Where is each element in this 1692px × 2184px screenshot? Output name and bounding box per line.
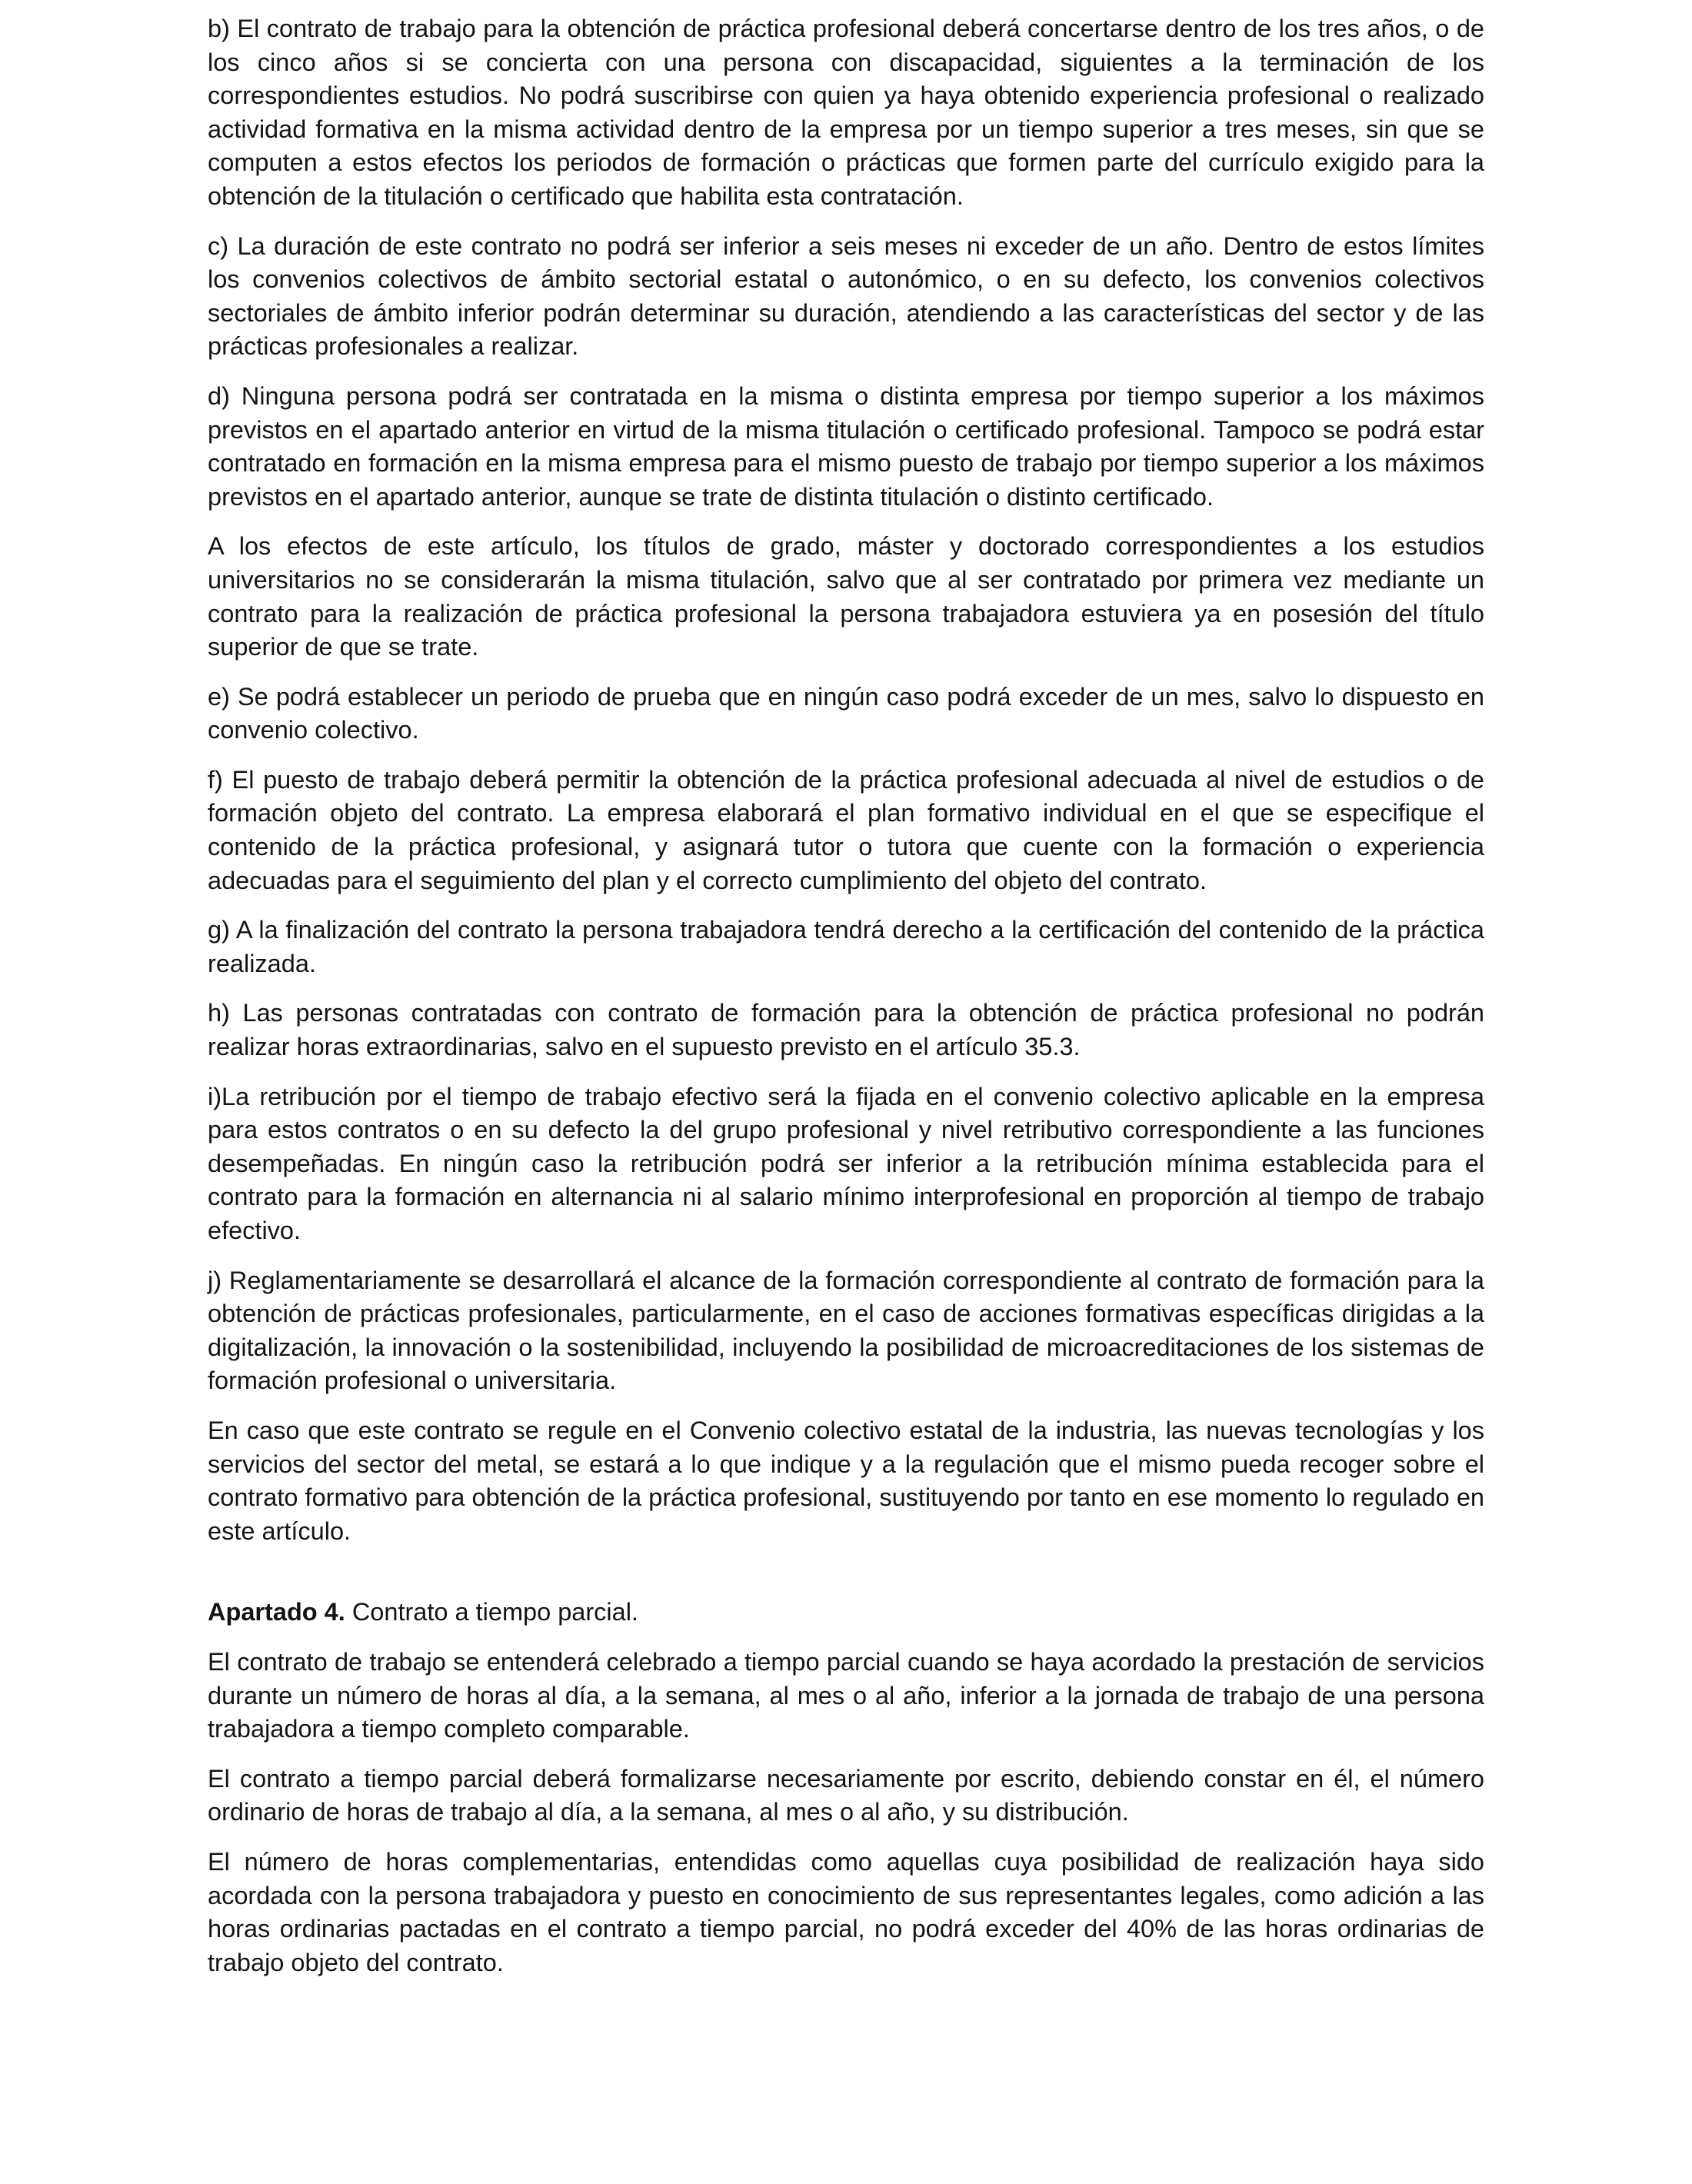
paragraph-f: f) El puesto de trabajo deberá permitir la obtención de la práctica profesional adecuada al nivel de estudios o de formación objeto del contrato. La empresa elaborará el plan formativo individual en el que se especifique el contenido de la práctica profesional, y asignará tutor o tutora que cuente con la formación o experiencia adecuadas para el seguimiento del plan y el correcto cumplimiento del objeto del contrato. bbox=[208, 765, 1484, 894]
document-page bbox=[208, 12, 1484, 1996]
paragraph-j: j) Reglamentariamente se desarrollará el alcance de la formación correspondiente al contrato de formación para la obtención de prácticas profesionales, particularmente, en el caso de acciones formativas específicas dirigidas a la digitalización, la innovación o la sostenibilidad, incluyendo la posibilidad de microacreditaciones de los sistemas de formación profesional o universitaria. bbox=[208, 1266, 1484, 1395]
paragraph-i: i)La retribución por el tiempo de trabajo efectivo será la fijada en el convenio colectivo aplicable en la empresa para estos contratos o en su defecto la del grupo profesional y nivel retributivo correspondiente a las funciones desempeñadas. En ningún caso la retribución podrá ser inferior a la retribución mínima establecida para el contrato para la formación en alternancia ni al salario mínimo interprofesional en proporción al tiempo de trabajo efectivo. bbox=[208, 1082, 1484, 1244]
paragraph-titulos: A los efectos de este artículo, los títulos de grado, máster y doctorado correspondientes a los estudios universitarios no se considerarán la misma titulación, salvo que al ser contratado por primera vez mediante un contrato para la realización de práctica profesional la persona trabajadora estuviera ya en posesión del título superior de que se trate. bbox=[208, 532, 1484, 661]
section-label: Apartado 4. bbox=[208, 1598, 345, 1626]
paragraph-d: d) Ninguna persona podrá ser contratada en la misma o distinta empresa por tiempo superior a los máximos previstos en el apartado anterior en virtud de la misma titulación o certificado profesional. Tampoco se podrá estar contratado en formación en la misma empresa para el mismo puesto de trabajo por tiempo superior a los máximos previstos en el apartado anterior, aunque se trate de distinta titulación o distinto certificado. bbox=[208, 381, 1484, 511]
paragraph-horas-complementarias: El número de horas complementarias, entendidas como aquellas cuya posibilidad de realización haya sido acordada con la persona trabajadora y puesto en conocimiento de sus representantes legales, como adición a las horas ordinarias pactadas en el contrato a tiempo parcial, no podrá exceder del 40% de las horas ordinarias de trabajo objeto del contrato. bbox=[208, 1847, 1484, 1976]
paragraph-tiempo-parcial-definicion: El contrato de trabajo se entenderá celebrado a tiempo parcial cuando se haya acordado la prestación de servicios durante un número de horas al día, a la semana, al mes o al año, inferior a la jornada de trabajo de una persona trabajadora a tiempo completo comparable. bbox=[208, 1647, 1484, 1743]
paragraph-e: e) Se podrá establecer un periodo de prueba que en ningún caso podrá exceder de un mes, salvo lo dispuesto en convenio colectivo. bbox=[208, 682, 1484, 744]
paragraph-b: b) El contrato de trabajo para la obtención de práctica profesional deberá concertarse dentro de los tres años, o de los cinco años si se concierta con una persona con discapacidad, siguientes a la terminación de los correspondientes estudios. No podrá suscribirse con quien ya haya obtenido experiencia profesional o realizado actividad formativa en la misma actividad dentro de la empresa por un tiempo superior a tres meses, sin que se computen a estos efectos los periodos de formación o prácticas que formen parte del currículo exigido para la obtención de la titulación o certificado que habilita esta contratación. bbox=[208, 15, 1484, 210]
section-heading bbox=[208, 1596, 1484, 1630]
paragraph-c: c) La duración de este contrato no podrá ser inferior a seis meses ni exceder de un año. Dentro de estos límites los convenios colectivos de ámbito sectorial estatal o autonómico, o en su defecto, los convenios colectivos sectoriales de ámbito inferior podrán determinar su duración, atendiendo a las características del sector y de las prácticas profesionales a realizar. bbox=[208, 231, 1484, 361]
paragraph-convenio-metal: En caso que este contrato se regule en el Convenio colectivo estatal de la industria, las nuevas tecnologías y los servicios del sector del metal, se estará a lo que indique y a la regulación que el mismo pueda recoger sobre el contrato formativo para obtención de la práctica profesional, sustituyendo por tanto en ese momento lo regulado en este artículo. bbox=[208, 1416, 1484, 1545]
section-title: Contrato a tiempo parcial. bbox=[345, 1598, 638, 1626]
paragraph-tiempo-parcial-forma: El contrato a tiempo parcial deberá formalizarse necesariamente por escrito, debiendo constar en él, el número ordinario de horas de trabajo al día, a la semana, al mes o al año, y su distribución. bbox=[208, 1764, 1484, 1826]
paragraph-g: g) A la finalización del contrato la persona trabajadora tendrá derecho a la certificación del contenido de la práctica realizada. bbox=[208, 916, 1484, 977]
paragraph-h: h) Las personas contratadas con contrato de formación para la obtención de práctica profesional no podrán realizar horas extraordinarias, salvo en el supuesto previsto en el artículo 35.3. bbox=[208, 999, 1484, 1061]
